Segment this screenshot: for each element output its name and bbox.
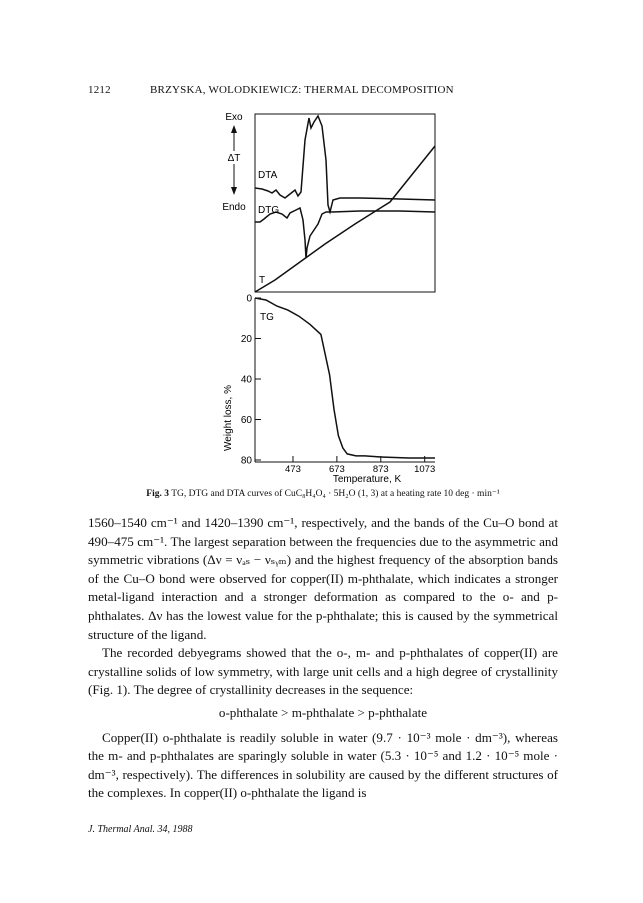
tg-label: TG — [260, 312, 274, 323]
figure-label: Fig. 3 — [146, 489, 169, 499]
dta-curve — [255, 116, 435, 212]
y-tick-label: 20 — [240, 334, 252, 345]
y-tick-label: 40 — [240, 374, 252, 386]
dtg-curve — [255, 208, 435, 258]
x-tick-label: 473 — [285, 464, 301, 475]
y-tick-label: 60 — [240, 415, 252, 426]
y-tick-label: 80 — [240, 455, 252, 467]
tg-x-ticks — [285, 456, 435, 475]
exo-label: Exo — [225, 112, 243, 123]
tg-ylabel: Weight loss, % — [223, 385, 234, 451]
dta-label: DTA — [258, 170, 278, 181]
page-number: 1212 — [88, 84, 111, 96]
x-tick-label: 1073 — [414, 464, 436, 475]
body-text — [88, 514, 558, 803]
figure-caption — [88, 488, 558, 499]
delta-t-label: ΔT — [227, 153, 241, 164]
y-tick-label: 0 — [246, 293, 252, 305]
journal-footer: J. Thermal Anal. 34, 1988 — [88, 824, 193, 835]
temperature-curve — [255, 146, 435, 292]
paragraph-2: The recorded debyegrams showed that the o-, m- and p-phthalates of copper(II) are crystalline solids of low symmetry, with large unit cells and a high degree of crystallinity (Fig. 1). The degree of crystallinity decreases in the sequence: — [88, 645, 558, 698]
upper-panel-frame — [255, 114, 435, 292]
t-label: T — [259, 275, 266, 286]
paragraph-3: Copper(II) o-phthalate is readily soluble in water (9.7 · 10⁻³ mole · dm⁻³), whereas the m- and p-phthalates are sparingly soluble in water (5.3 · 10⁻⁵ and 1.2 · 10⁻⁵ mole · dm⁻³, respectively). The differences in solubility are caused by the different structures of the complexes. In copper(II) o-phthalate the ligand is — [88, 729, 558, 801]
x-tick-label: 673 — [328, 464, 345, 475]
endo-arrowhead — [231, 187, 237, 195]
figure-caption-text: TG, DTG and DTA curves of CuC₈H₄O₄ · 5H₂O (1, 3) at a heating rate 10 deg · min⁻¹ — [171, 489, 500, 499]
endo-label: Endo — [222, 202, 246, 213]
tg-curve — [255, 298, 435, 458]
tg-xlabel: Temperature, K — [332, 474, 402, 485]
crystallinity-sequence: o-phthalate > m-phthalate > p-phthalate — [218, 704, 428, 720]
paragraph-1: 1560–1540 cm⁻¹ and 1420–1390 cm⁻¹, respectively, and the bands of the Cu–O bond at 490–475 cm⁻¹. The largest separation between the frequencies due to the asymmetric and symmetric vibrations (Δν = νₐₛ − νₛᵧₘ) and the highest frequency of the absorption bands of the Cu–O bond were observed for copper(II) m-phthalate, which indicates a stronger metal-ligand interaction and a stronger deformation as compared to the o- and p-phthalates. Δν has the lowest value for the p-phthalate; this is caused by the symmetrical structure of the ligand. — [88, 515, 558, 642]
exo-arrowhead — [231, 125, 237, 133]
tg-y-ticks — [241, 294, 261, 467]
x-tick-label: 873 — [372, 464, 389, 475]
running-head: BRZYSKA, WOLODKIEWICZ: THERMAL DECOMPOSITION — [150, 84, 454, 96]
dtg-label: DTG — [258, 205, 280, 216]
